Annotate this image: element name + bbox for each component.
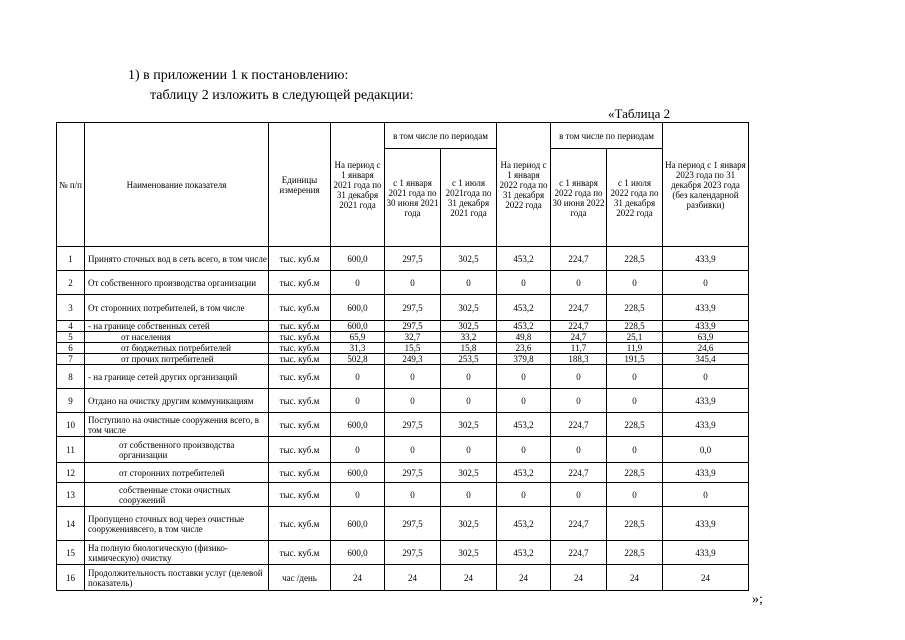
- cell-2022-h2: 228,5: [607, 321, 663, 332]
- cell-2023-total: 433,9: [663, 247, 749, 271]
- row-unit: тыс. куб.м: [269, 463, 331, 483]
- table-caption: «Таблица 2: [608, 106, 671, 121]
- cell-2021-total: 600,0: [331, 247, 385, 271]
- cell-2022-h2: 25,1: [607, 332, 663, 343]
- cell-2022-total: 453,2: [497, 463, 551, 483]
- row-unit: тыс. куб.м: [269, 541, 331, 565]
- row-unit: тыс. куб.м: [269, 271, 331, 295]
- cell-2022-total: 49,8: [497, 332, 551, 343]
- header-period-2021: На период с 1 января 2021 года по 31 декабря 2021 года: [331, 123, 385, 247]
- cell-2021-h2: 24: [441, 565, 497, 591]
- row-name: Поступило на очистные сооружения всего, в том числе: [85, 413, 269, 437]
- cell-2022-h1: 224,7: [551, 413, 607, 437]
- header-h1-2022: с 1 января 2022 года по 30 июня 2022 года: [551, 149, 607, 247]
- cell-2022-h1: 224,7: [551, 507, 607, 541]
- row-num: 11: [57, 437, 85, 463]
- cell-2021-total: 24: [331, 565, 385, 591]
- cell-2021-h2: 15,8: [441, 343, 497, 354]
- cell-2022-total: 453,2: [497, 413, 551, 437]
- cell-2021-h1: 0: [385, 389, 441, 413]
- cell-2021-total: 600,0: [331, 321, 385, 332]
- cell-2022-total: 453,2: [497, 541, 551, 565]
- cell-2021-total: 0: [331, 483, 385, 507]
- cell-2021-h2: 0: [441, 389, 497, 413]
- cell-2021-h2: 33,2: [441, 332, 497, 343]
- cell-2022-total: 0: [497, 271, 551, 295]
- header-num: № п/п: [57, 123, 85, 247]
- row-name: Отдано на очистку другим коммуникациям: [85, 389, 269, 413]
- cell-2023-total: 433,9: [663, 463, 749, 483]
- cell-2022-h1: 11,7: [551, 343, 607, 354]
- row-unit: тыс. куб.м: [269, 295, 331, 321]
- cell-2021-h1: 249,3: [385, 354, 441, 365]
- cell-2022-total: 0: [497, 365, 551, 389]
- cell-2022-total: 24: [497, 565, 551, 591]
- row-name: от собственного производства организации: [85, 437, 269, 463]
- cell-2021-h1: 0: [385, 437, 441, 463]
- row-name: - на границе сетей других организаций: [85, 365, 269, 389]
- cell-2022-h2: 0: [607, 365, 663, 389]
- cell-2021-total: 502,8: [331, 354, 385, 365]
- cell-2022-total: 23,6: [497, 343, 551, 354]
- cell-2023-total: 433,9: [663, 389, 749, 413]
- row-num: 16: [57, 565, 85, 591]
- cell-2021-h2: 302,5: [441, 507, 497, 541]
- cell-2022-h1: 224,7: [551, 295, 607, 321]
- row-unit: тыс. куб.м: [269, 332, 331, 343]
- cell-2022-h1: 224,7: [551, 247, 607, 271]
- cell-2023-total: 0: [663, 483, 749, 507]
- cell-2022-total: 453,2: [497, 295, 551, 321]
- cell-2021-h2: 302,5: [441, 541, 497, 565]
- cell-2021-h2: 302,5: [441, 321, 497, 332]
- cell-2021-total: 0: [331, 365, 385, 389]
- cell-2022-h2: 0: [607, 483, 663, 507]
- cell-2022-h2: 24: [607, 565, 663, 591]
- row-unit: тыс. куб.м: [269, 321, 331, 332]
- cell-2021-h1: 297,5: [385, 321, 441, 332]
- cell-2023-total: 0: [663, 365, 749, 389]
- cell-2022-total: 379,8: [497, 354, 551, 365]
- cell-2022-total: 453,2: [497, 321, 551, 332]
- row-num: 2: [57, 271, 85, 295]
- row-unit: тыс. куб.м: [269, 389, 331, 413]
- cell-2022-h1: 0: [551, 365, 607, 389]
- cell-2021-total: 31,3: [331, 343, 385, 354]
- row-num: 9: [57, 389, 85, 413]
- cell-2022-h1: 224,7: [551, 463, 607, 483]
- row-unit: тыс. куб.м: [269, 354, 331, 365]
- header-h2-2021: с 1 июля 2021года по 31 декабря 2021 года: [441, 149, 497, 247]
- cell-2021-h1: 0: [385, 365, 441, 389]
- header-name: Наименование показателя: [85, 123, 269, 247]
- cell-2021-h2: 302,5: [441, 247, 497, 271]
- cell-2021-total: 600,0: [331, 541, 385, 565]
- row-num: 10: [57, 413, 85, 437]
- row-num: 15: [57, 541, 85, 565]
- header-h2-2022: с 1 июля 2022 года по 31 декабря 2022 года: [607, 149, 663, 247]
- cell-2021-h1: 297,5: [385, 295, 441, 321]
- row-name: собственные стоки очистных сооружений: [85, 483, 269, 507]
- cell-2022-h1: 24: [551, 565, 607, 591]
- cell-2021-h2: 302,5: [441, 463, 497, 483]
- row-name: от сторонних потребителей: [85, 463, 269, 483]
- cell-2021-h2: 253,5: [441, 354, 497, 365]
- row-name: Принято сточных вод в сеть всего, в том числе: [85, 247, 269, 271]
- row-name: От собственного производства организации: [85, 271, 269, 295]
- cell-2023-total: 24,6: [663, 343, 749, 354]
- row-name: От сторонних потребителей, в том числе: [85, 295, 269, 321]
- cell-2022-h2: 11,9: [607, 343, 663, 354]
- row-name: от населения: [85, 332, 269, 343]
- cell-2022-h2: 0: [607, 271, 663, 295]
- row-unit: тыс. куб.м: [269, 413, 331, 437]
- cell-2022-total: 0: [497, 483, 551, 507]
- cell-2021-h2: 302,5: [441, 295, 497, 321]
- row-num: 5: [57, 332, 85, 343]
- row-num: 7: [57, 354, 85, 365]
- cell-2021-h2: 0: [441, 271, 497, 295]
- cell-2023-total: 0,0: [663, 437, 749, 463]
- header-sub-2022: в том числе по периодам: [551, 123, 663, 149]
- cell-2023-total: 63,9: [663, 332, 749, 343]
- cell-2021-h2: 0: [441, 483, 497, 507]
- cell-2021-total: 0: [331, 389, 385, 413]
- cell-2023-total: 433,9: [663, 507, 749, 541]
- cell-2022-total: 453,2: [497, 507, 551, 541]
- cell-2021-total: 600,0: [331, 507, 385, 541]
- cell-2021-h1: 0: [385, 271, 441, 295]
- cell-2022-h1: 0: [551, 389, 607, 413]
- cell-2021-h1: 15,5: [385, 343, 441, 354]
- row-num: 4: [57, 321, 85, 332]
- cell-2023-total: 433,9: [663, 321, 749, 332]
- cell-2021-h1: 297,5: [385, 541, 441, 565]
- cell-2021-total: 600,0: [331, 463, 385, 483]
- cell-2022-h2: 228,5: [607, 413, 663, 437]
- row-name: от прочих потребителей: [85, 354, 269, 365]
- row-num: 3: [57, 295, 85, 321]
- row-name: Продолжительность поставки услуг (целевой показатель): [85, 565, 269, 591]
- cell-2022-h2: 228,5: [607, 507, 663, 541]
- cell-2022-h2: 191,5: [607, 354, 663, 365]
- cell-2022-h1: 24,7: [551, 332, 607, 343]
- intro-line-2: таблицу 2 изложить в следующей редакции:: [150, 88, 414, 103]
- cell-2021-h1: 24: [385, 565, 441, 591]
- cell-2023-total: 345,4: [663, 354, 749, 365]
- cell-2021-total: 600,0: [331, 295, 385, 321]
- row-num: 14: [57, 507, 85, 541]
- cell-2022-h2: 228,5: [607, 247, 663, 271]
- row-unit: час /день: [269, 565, 331, 591]
- row-name: На полную биологическую (физико-химическую) очистку: [85, 541, 269, 565]
- row-unit: тыс. куб.м: [269, 507, 331, 541]
- cell-2021-total: 65,9: [331, 332, 385, 343]
- row-unit: тыс. куб.м: [269, 483, 331, 507]
- cell-2022-h1: 224,7: [551, 541, 607, 565]
- cell-2022-h2: 228,5: [607, 295, 663, 321]
- row-num: 6: [57, 343, 85, 354]
- header-period-2022: На период с 1 января 2022 года по 31 декабря 2022 года: [497, 123, 551, 247]
- row-num: 1: [57, 247, 85, 271]
- cell-2021-h2: 302,5: [441, 413, 497, 437]
- cell-2021-h1: 32,7: [385, 332, 441, 343]
- cell-2021-total: 600,0: [331, 413, 385, 437]
- cell-2022-h2: 0: [607, 437, 663, 463]
- cell-2021-h2: 0: [441, 365, 497, 389]
- header-h1-2021: с 1 января 2021 года по 30 июня 2021 года: [385, 149, 441, 247]
- header-period-2023: На период с 1 января 2023 года по 31 декабря 2023 года (без календарной разбивки): [663, 123, 749, 247]
- cell-2021-h1: 297,5: [385, 247, 441, 271]
- cell-2022-total: 0: [497, 389, 551, 413]
- cell-2022-total: 453,2: [497, 247, 551, 271]
- cell-2022-h2: 228,5: [607, 541, 663, 565]
- row-unit: тыс. куб.м: [269, 247, 331, 271]
- cell-2021-h1: 297,5: [385, 413, 441, 437]
- cell-2023-total: 433,9: [663, 541, 749, 565]
- cell-2022-h1: 0: [551, 437, 607, 463]
- row-num: 13: [57, 483, 85, 507]
- cell-2022-total: 0: [497, 437, 551, 463]
- cell-2023-total: 24: [663, 565, 749, 591]
- cell-2021-total: 0: [331, 271, 385, 295]
- row-name: Пропущено сточных вод через очистные сооружениявсего, в том числе: [85, 507, 269, 541]
- cell-2022-h1: 188,3: [551, 354, 607, 365]
- intro-line-1: 1) в приложении 1 к постановлению:: [128, 68, 349, 83]
- closing-quote: »;: [752, 592, 763, 607]
- row-unit: тыс. куб.м: [269, 365, 331, 389]
- cell-2021-total: 0: [331, 437, 385, 463]
- row-num: 8: [57, 365, 85, 389]
- row-name: от бюджетных потребителей: [85, 343, 269, 354]
- cell-2021-h2: 0: [441, 437, 497, 463]
- cell-2021-h1: 297,5: [385, 463, 441, 483]
- cell-2022-h1: 224,7: [551, 321, 607, 332]
- cell-2023-total: 0: [663, 271, 749, 295]
- cell-2023-total: 433,9: [663, 295, 749, 321]
- row-unit: тыс. куб.м: [269, 437, 331, 463]
- cell-2022-h2: 0: [607, 389, 663, 413]
- row-name: - на границе собственных сетей: [85, 321, 269, 332]
- row-unit: тыс. куб.м: [269, 343, 331, 354]
- cell-2023-total: 433,9: [663, 413, 749, 437]
- indicators-table: [56, 122, 749, 591]
- cell-2021-h1: 297,5: [385, 507, 441, 541]
- cell-2022-h2: 228,5: [607, 463, 663, 483]
- cell-2021-h1: 0: [385, 483, 441, 507]
- cell-2022-h1: 0: [551, 271, 607, 295]
- header-unit: Единицы измерения: [269, 123, 331, 247]
- cell-2022-h1: 0: [551, 483, 607, 507]
- header-sub-2021: в том числе по периодам: [385, 123, 497, 149]
- row-num: 12: [57, 463, 85, 483]
